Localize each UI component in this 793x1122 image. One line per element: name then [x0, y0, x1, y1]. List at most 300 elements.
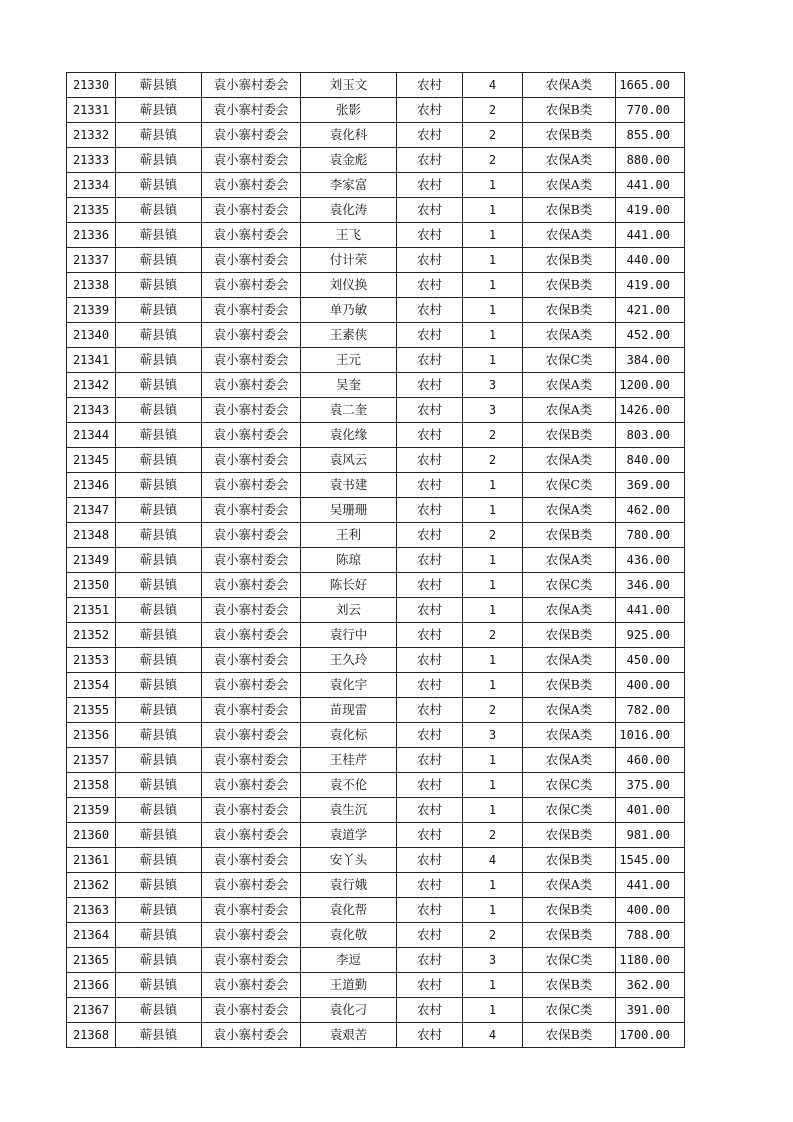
table-row — [67, 573, 685, 598]
category-cell: 农保A类 — [523, 873, 616, 898]
amount-cell: 803.00 — [616, 423, 685, 448]
town-cell: 蕲县镇 — [116, 848, 202, 873]
household-size-cell: 1 — [463, 748, 523, 773]
household-size-cell: 1 — [463, 298, 523, 323]
town-cell: 蕲县镇 — [116, 923, 202, 948]
table-row — [67, 873, 685, 898]
area-type-cell: 农村 — [397, 973, 463, 998]
area-type-cell: 农村 — [397, 73, 463, 98]
record-id: 21334 — [67, 173, 116, 198]
category-cell: 农保B类 — [523, 823, 616, 848]
amount-cell: 375.00 — [616, 773, 685, 798]
name-cell: 陈琼 — [301, 548, 397, 573]
household-size-cell: 1 — [463, 348, 523, 373]
area-type-cell: 农村 — [397, 223, 463, 248]
category-cell: 农保A类 — [523, 548, 616, 573]
area-type-cell: 农村 — [397, 498, 463, 523]
name-cell: 袁书建 — [301, 473, 397, 498]
table-row — [67, 123, 685, 148]
household-size-cell: 1 — [463, 598, 523, 623]
category-cell: 农保B类 — [523, 273, 616, 298]
town-cell: 蕲县镇 — [116, 373, 202, 398]
name-cell: 袁道学 — [301, 823, 397, 848]
table-row — [67, 598, 685, 623]
area-type-cell: 农村 — [397, 148, 463, 173]
area-type-cell: 农村 — [397, 348, 463, 373]
name-cell: 袁风云 — [301, 448, 397, 473]
amount-cell: 419.00 — [616, 198, 685, 223]
record-id: 21367 — [67, 998, 116, 1023]
name-cell: 李逗 — [301, 948, 397, 973]
town-cell: 蕲县镇 — [116, 973, 202, 998]
table-row — [67, 523, 685, 548]
amount-cell: 436.00 — [616, 548, 685, 573]
town-cell: 蕲县镇 — [116, 473, 202, 498]
village-cell: 袁小寨村委会 — [202, 473, 301, 498]
table-row — [67, 648, 685, 673]
amount-cell: 1665.00 — [616, 73, 685, 98]
category-cell: 农保A类 — [523, 648, 616, 673]
record-id: 21345 — [67, 448, 116, 473]
village-cell: 袁小寨村委会 — [202, 248, 301, 273]
household-size-cell: 4 — [463, 1023, 523, 1048]
town-cell: 蕲县镇 — [116, 723, 202, 748]
name-cell: 刘仪换 — [301, 273, 397, 298]
amount-cell: 400.00 — [616, 898, 685, 923]
category-cell: 农保B类 — [523, 248, 616, 273]
amount-cell: 1426.00 — [616, 398, 685, 423]
category-cell: 农保B类 — [523, 973, 616, 998]
record-id: 21362 — [67, 873, 116, 898]
area-type-cell: 农村 — [397, 273, 463, 298]
category-cell: 农保A类 — [523, 173, 616, 198]
table-row — [67, 948, 685, 973]
household-size-cell: 1 — [463, 248, 523, 273]
area-type-cell: 农村 — [397, 298, 463, 323]
category-cell: 农保C类 — [523, 773, 616, 798]
town-cell: 蕲县镇 — [116, 73, 202, 98]
table-row — [67, 723, 685, 748]
record-id: 21365 — [67, 948, 116, 973]
town-cell: 蕲县镇 — [116, 648, 202, 673]
category-cell: 农保B类 — [523, 298, 616, 323]
area-type-cell: 农村 — [397, 623, 463, 648]
town-cell: 蕲县镇 — [116, 598, 202, 623]
category-cell: 农保A类 — [523, 373, 616, 398]
village-cell: 袁小寨村委会 — [202, 673, 301, 698]
household-size-cell: 3 — [463, 948, 523, 973]
town-cell: 蕲县镇 — [116, 148, 202, 173]
town-cell: 蕲县镇 — [116, 398, 202, 423]
household-size-cell: 1 — [463, 773, 523, 798]
town-cell: 蕲县镇 — [116, 898, 202, 923]
table-row — [67, 98, 685, 123]
village-cell: 袁小寨村委会 — [202, 648, 301, 673]
record-id: 21341 — [67, 348, 116, 373]
household-size-cell: 2 — [463, 823, 523, 848]
town-cell: 蕲县镇 — [116, 198, 202, 223]
household-size-cell: 3 — [463, 373, 523, 398]
household-size-cell: 1 — [463, 173, 523, 198]
area-type-cell: 农村 — [397, 548, 463, 573]
category-cell: 农保A类 — [523, 748, 616, 773]
town-cell: 蕲县镇 — [116, 873, 202, 898]
amount-cell: 780.00 — [616, 523, 685, 548]
household-size-cell: 1 — [463, 798, 523, 823]
amount-cell: 782.00 — [616, 698, 685, 723]
household-size-cell: 2 — [463, 123, 523, 148]
village-cell: 袁小寨村委会 — [202, 223, 301, 248]
area-type-cell: 农村 — [397, 698, 463, 723]
name-cell: 吴奎 — [301, 373, 397, 398]
household-size-cell: 1 — [463, 573, 523, 598]
record-id: 21348 — [67, 523, 116, 548]
table-row — [67, 748, 685, 773]
village-cell: 袁小寨村委会 — [202, 398, 301, 423]
name-cell: 苗现雷 — [301, 698, 397, 723]
name-cell: 刘云 — [301, 598, 397, 623]
amount-cell: 441.00 — [616, 173, 685, 198]
table-row — [67, 198, 685, 223]
village-cell: 袁小寨村委会 — [202, 798, 301, 823]
village-cell: 袁小寨村委会 — [202, 148, 301, 173]
category-cell: 农保A类 — [523, 223, 616, 248]
household-size-cell: 1 — [463, 323, 523, 348]
category-cell: 农保A类 — [523, 323, 616, 348]
village-cell: 袁小寨村委会 — [202, 773, 301, 798]
area-type-cell: 农村 — [397, 898, 463, 923]
table-row — [67, 973, 685, 998]
record-id: 21337 — [67, 248, 116, 273]
village-cell: 袁小寨村委会 — [202, 498, 301, 523]
name-cell: 袁化标 — [301, 723, 397, 748]
amount-cell: 880.00 — [616, 148, 685, 173]
amount-cell: 855.00 — [616, 123, 685, 148]
amount-cell: 981.00 — [616, 823, 685, 848]
table-row — [67, 698, 685, 723]
town-cell: 蕲县镇 — [116, 423, 202, 448]
village-cell: 袁小寨村委会 — [202, 123, 301, 148]
area-type-cell: 农村 — [397, 198, 463, 223]
town-cell: 蕲县镇 — [116, 298, 202, 323]
household-size-cell: 1 — [463, 198, 523, 223]
record-id: 21360 — [67, 823, 116, 848]
town-cell: 蕲县镇 — [116, 773, 202, 798]
record-id: 21331 — [67, 98, 116, 123]
amount-cell: 441.00 — [616, 598, 685, 623]
town-cell: 蕲县镇 — [116, 248, 202, 273]
record-id: 21359 — [67, 798, 116, 823]
category-cell: 农保B类 — [523, 423, 616, 448]
town-cell: 蕲县镇 — [116, 748, 202, 773]
household-size-cell: 2 — [463, 98, 523, 123]
name-cell: 袁化帮 — [301, 898, 397, 923]
area-type-cell: 农村 — [397, 398, 463, 423]
record-id: 21332 — [67, 123, 116, 148]
record-id: 21350 — [67, 573, 116, 598]
record-id: 21338 — [67, 273, 116, 298]
table-row — [67, 373, 685, 398]
area-type-cell: 农村 — [397, 723, 463, 748]
amount-cell: 362.00 — [616, 973, 685, 998]
name-cell: 袁生沉 — [301, 798, 397, 823]
village-cell: 袁小寨村委会 — [202, 348, 301, 373]
village-cell: 袁小寨村委会 — [202, 323, 301, 348]
household-size-cell: 2 — [463, 423, 523, 448]
area-type-cell: 农村 — [397, 323, 463, 348]
record-id: 21353 — [67, 648, 116, 673]
record-id: 21356 — [67, 723, 116, 748]
name-cell: 王久玲 — [301, 648, 397, 673]
category-cell: 农保B类 — [523, 923, 616, 948]
village-cell: 袁小寨村委会 — [202, 73, 301, 98]
town-cell: 蕲县镇 — [116, 323, 202, 348]
name-cell: 袁化科 — [301, 123, 397, 148]
record-id: 21346 — [67, 473, 116, 498]
town-cell: 蕲县镇 — [116, 173, 202, 198]
amount-cell: 450.00 — [616, 648, 685, 673]
name-cell: 陈长好 — [301, 573, 397, 598]
amount-cell: 770.00 — [616, 98, 685, 123]
name-cell: 王道勤 — [301, 973, 397, 998]
table-row — [67, 998, 685, 1023]
village-cell: 袁小寨村委会 — [202, 373, 301, 398]
household-size-cell: 2 — [463, 523, 523, 548]
town-cell: 蕲县镇 — [116, 498, 202, 523]
category-cell: 农保B类 — [523, 123, 616, 148]
village-cell: 袁小寨村委会 — [202, 98, 301, 123]
category-cell: 农保B类 — [523, 1023, 616, 1048]
area-type-cell: 农村 — [397, 648, 463, 673]
category-cell: 农保B类 — [523, 848, 616, 873]
name-cell: 袁化敬 — [301, 923, 397, 948]
town-cell: 蕲县镇 — [116, 823, 202, 848]
town-cell: 蕲县镇 — [116, 573, 202, 598]
record-id: 21335 — [67, 198, 116, 223]
household-size-cell: 1 — [463, 973, 523, 998]
table-row — [67, 298, 685, 323]
record-id: 21347 — [67, 498, 116, 523]
amount-cell: 925.00 — [616, 623, 685, 648]
name-cell: 王飞 — [301, 223, 397, 248]
town-cell: 蕲县镇 — [116, 223, 202, 248]
category-cell: 农保B类 — [523, 523, 616, 548]
village-cell: 袁小寨村委会 — [202, 948, 301, 973]
record-id: 21355 — [67, 698, 116, 723]
category-cell: 农保B类 — [523, 98, 616, 123]
amount-cell: 788.00 — [616, 923, 685, 948]
village-cell: 袁小寨村委会 — [202, 1023, 301, 1048]
record-id: 21357 — [67, 748, 116, 773]
town-cell: 蕲县镇 — [116, 623, 202, 648]
village-cell: 袁小寨村委会 — [202, 573, 301, 598]
household-size-cell: 1 — [463, 648, 523, 673]
amount-cell: 452.00 — [616, 323, 685, 348]
name-cell: 单乃敏 — [301, 298, 397, 323]
area-type-cell: 农村 — [397, 423, 463, 448]
amount-cell: 384.00 — [616, 348, 685, 373]
category-cell: 农保A类 — [523, 73, 616, 98]
record-id: 21368 — [67, 1023, 116, 1048]
table-row — [67, 148, 685, 173]
record-id: 21340 — [67, 323, 116, 348]
household-size-cell: 1 — [463, 498, 523, 523]
name-cell: 袁行娥 — [301, 873, 397, 898]
record-id: 21349 — [67, 548, 116, 573]
household-size-cell: 1 — [463, 223, 523, 248]
record-id: 21364 — [67, 923, 116, 948]
table-row — [67, 448, 685, 473]
household-size-cell: 3 — [463, 398, 523, 423]
category-cell: 农保B类 — [523, 198, 616, 223]
category-cell: 农保A类 — [523, 498, 616, 523]
town-cell: 蕲县镇 — [116, 673, 202, 698]
village-cell: 袁小寨村委会 — [202, 848, 301, 873]
table-row — [67, 823, 685, 848]
record-id: 21343 — [67, 398, 116, 423]
record-id: 21333 — [67, 148, 116, 173]
amount-cell: 840.00 — [616, 448, 685, 473]
name-cell: 张影 — [301, 98, 397, 123]
household-size-cell: 1 — [463, 473, 523, 498]
name-cell: 刘玉文 — [301, 73, 397, 98]
area-type-cell: 农村 — [397, 948, 463, 973]
table-row — [67, 423, 685, 448]
area-type-cell: 农村 — [397, 98, 463, 123]
amount-cell: 441.00 — [616, 223, 685, 248]
village-cell: 袁小寨村委会 — [202, 198, 301, 223]
table-row — [67, 398, 685, 423]
area-type-cell: 农村 — [397, 673, 463, 698]
household-size-cell: 2 — [463, 148, 523, 173]
household-size-cell: 1 — [463, 673, 523, 698]
table-row — [67, 173, 685, 198]
record-id: 21358 — [67, 773, 116, 798]
category-cell: 农保C类 — [523, 473, 616, 498]
category-cell: 农保C类 — [523, 948, 616, 973]
household-size-cell: 1 — [463, 873, 523, 898]
area-type-cell: 农村 — [397, 473, 463, 498]
table-row — [67, 798, 685, 823]
town-cell: 蕲县镇 — [116, 123, 202, 148]
table-row — [67, 223, 685, 248]
table-row — [67, 1023, 685, 1048]
village-cell: 袁小寨村委会 — [202, 423, 301, 448]
category-cell: 农保A类 — [523, 148, 616, 173]
table-row — [67, 273, 685, 298]
name-cell: 袁化缘 — [301, 423, 397, 448]
amount-cell: 346.00 — [616, 573, 685, 598]
record-id: 21363 — [67, 898, 116, 923]
table-row — [67, 673, 685, 698]
amount-cell: 1180.00 — [616, 948, 685, 973]
name-cell: 王素侠 — [301, 323, 397, 348]
village-cell: 袁小寨村委会 — [202, 973, 301, 998]
village-cell: 袁小寨村委会 — [202, 598, 301, 623]
name-cell: 王桂芹 — [301, 748, 397, 773]
category-cell: 农保A类 — [523, 398, 616, 423]
town-cell: 蕲县镇 — [116, 1023, 202, 1048]
household-size-cell: 1 — [463, 548, 523, 573]
record-id: 21344 — [67, 423, 116, 448]
name-cell: 付计荣 — [301, 248, 397, 273]
village-cell: 袁小寨村委会 — [202, 748, 301, 773]
area-type-cell: 农村 — [397, 923, 463, 948]
table-row — [67, 773, 685, 798]
area-type-cell: 农村 — [397, 123, 463, 148]
village-cell: 袁小寨村委会 — [202, 823, 301, 848]
household-size-cell: 1 — [463, 273, 523, 298]
record-id: 21336 — [67, 223, 116, 248]
area-type-cell: 农村 — [397, 173, 463, 198]
amount-cell: 369.00 — [616, 473, 685, 498]
village-cell: 袁小寨村委会 — [202, 523, 301, 548]
village-cell: 袁小寨村委会 — [202, 923, 301, 948]
village-cell: 袁小寨村委会 — [202, 548, 301, 573]
town-cell: 蕲县镇 — [116, 273, 202, 298]
area-type-cell: 农村 — [397, 573, 463, 598]
name-cell: 袁行中 — [301, 623, 397, 648]
village-cell: 袁小寨村委会 — [202, 998, 301, 1023]
amount-cell: 1200.00 — [616, 373, 685, 398]
name-cell: 袁艰苦 — [301, 1023, 397, 1048]
town-cell: 蕲县镇 — [116, 548, 202, 573]
village-cell: 袁小寨村委会 — [202, 723, 301, 748]
category-cell: 农保C类 — [523, 573, 616, 598]
category-cell: 农保C类 — [523, 998, 616, 1023]
amount-cell: 1700.00 — [616, 1023, 685, 1048]
table-row — [67, 898, 685, 923]
record-id: 21352 — [67, 623, 116, 648]
town-cell: 蕲县镇 — [116, 348, 202, 373]
amount-cell: 462.00 — [616, 498, 685, 523]
household-size-cell: 2 — [463, 698, 523, 723]
village-cell: 袁小寨村委会 — [202, 898, 301, 923]
household-size-cell: 1 — [463, 998, 523, 1023]
amount-cell: 400.00 — [616, 673, 685, 698]
records-table — [66, 72, 685, 1048]
table-row — [67, 73, 685, 98]
town-cell: 蕲县镇 — [116, 998, 202, 1023]
area-type-cell: 农村 — [397, 248, 463, 273]
amount-cell: 391.00 — [616, 998, 685, 1023]
area-type-cell: 农村 — [397, 848, 463, 873]
village-cell: 袁小寨村委会 — [202, 273, 301, 298]
area-type-cell: 农村 — [397, 798, 463, 823]
amount-cell: 421.00 — [616, 298, 685, 323]
area-type-cell: 农村 — [397, 873, 463, 898]
table-row — [67, 623, 685, 648]
area-type-cell: 农村 — [397, 773, 463, 798]
name-cell: 袁金彪 — [301, 148, 397, 173]
village-cell: 袁小寨村委会 — [202, 173, 301, 198]
amount-cell: 401.00 — [616, 798, 685, 823]
category-cell: 农保B类 — [523, 623, 616, 648]
name-cell: 袁化宇 — [301, 673, 397, 698]
amount-cell: 1016.00 — [616, 723, 685, 748]
area-type-cell: 农村 — [397, 373, 463, 398]
amount-cell: 460.00 — [616, 748, 685, 773]
household-size-cell: 2 — [463, 623, 523, 648]
area-type-cell: 农村 — [397, 748, 463, 773]
name-cell: 李家富 — [301, 173, 397, 198]
household-size-cell: 1 — [463, 898, 523, 923]
household-size-cell: 2 — [463, 448, 523, 473]
town-cell: 蕲县镇 — [116, 523, 202, 548]
record-id: 21330 — [67, 73, 116, 98]
area-type-cell: 农村 — [397, 823, 463, 848]
category-cell: 农保A类 — [523, 448, 616, 473]
